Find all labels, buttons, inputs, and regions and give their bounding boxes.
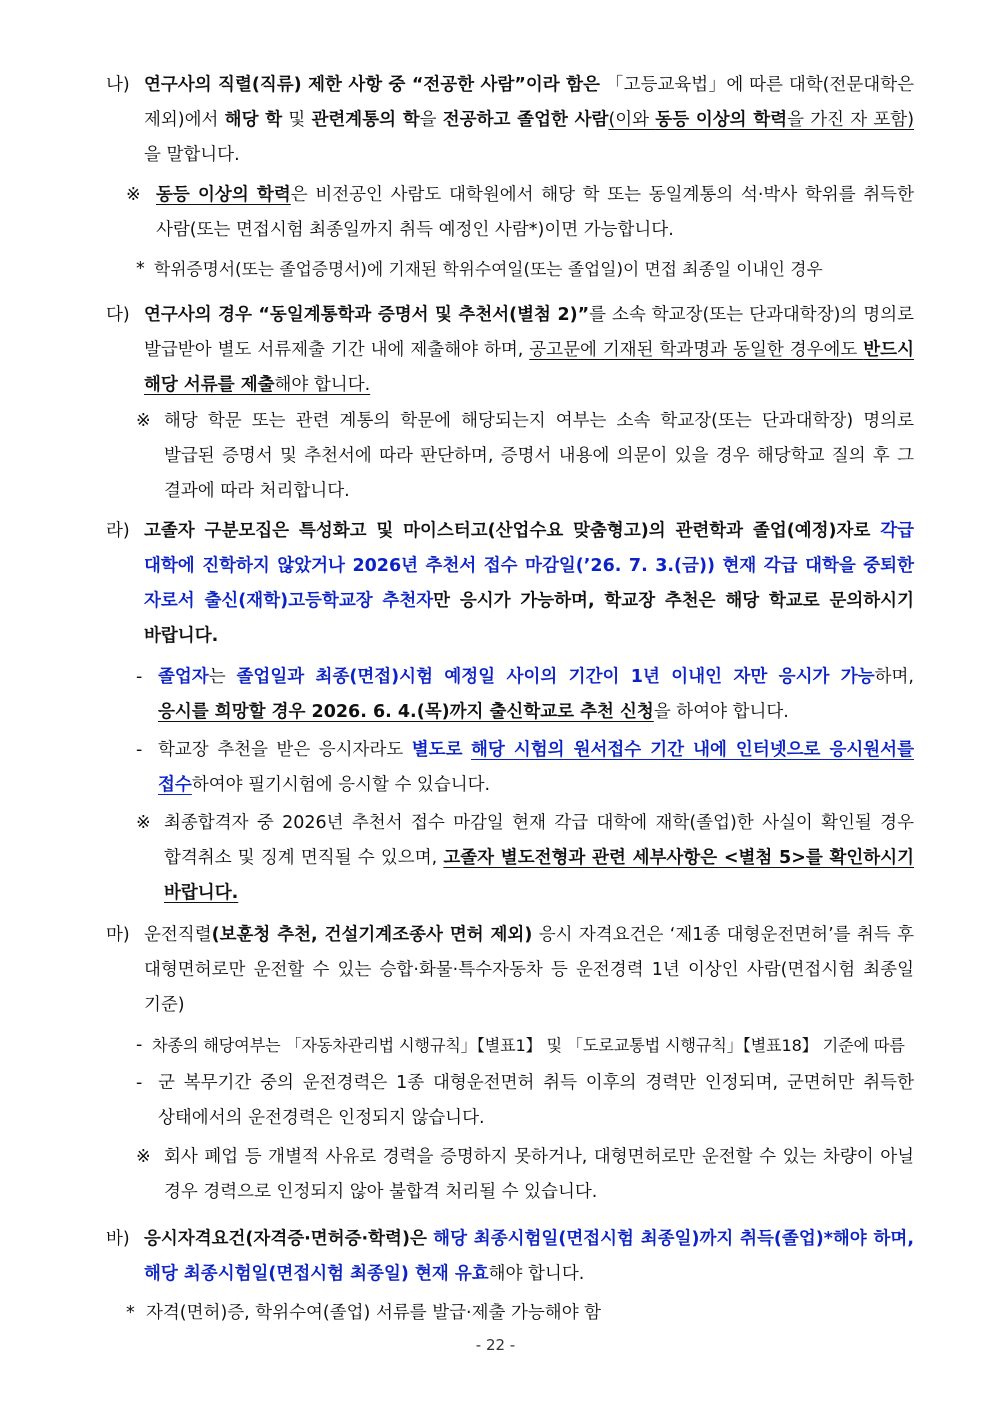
text-run: 을 bbox=[419, 110, 443, 130]
text-run: 을 가진 자 포함) bbox=[787, 110, 915, 130]
item-label: 바) bbox=[106, 1229, 130, 1249]
item-label: - bbox=[136, 740, 143, 760]
item-label: * bbox=[136, 259, 145, 279]
item-label: * bbox=[126, 1303, 135, 1323]
text-run: 응시 자격요건은 ‘제1종 대형운전면허’를 취득 후 대형면허로만 운전할 수 있는 승합·화물·특수자동차 등 운전경력 1년 이상인 사람(면접시험 최종일 기준) bbox=[144, 925, 914, 1015]
note-company-closure bbox=[164, 1140, 914, 1210]
text-run: 만 응시가 가능하며, 학교장 추천은 해당 학교로 문의하시기 바랍니다. bbox=[144, 591, 914, 646]
item-label: 라) bbox=[106, 521, 130, 541]
text-run: 공고문에 기재된 학과명과 동일한 경우에도 bbox=[529, 340, 864, 360]
text-run: 운전직렬 bbox=[144, 925, 212, 945]
text-run: 학위증명서(또는 졸업증명서)에 기재된 학위수여일(또는 졸업일)이 면접 최종일 이내인 경우 bbox=[154, 259, 823, 279]
text-run: 을 하여야 합니다. bbox=[653, 702, 789, 722]
text-run: 해당 학문 또는 관련 계통의 학문에 해당되는지 여부는 소속 학교장(또는 단과대학장) 명의로 발급된 증명서 및 추천서에 따라 판단하며, 증명서 내용에 의문이 있을 경우 해당학교 질의 후 그 결과에 따라 처리합니다. bbox=[164, 411, 914, 501]
text-run: 동등 이상의 학력 bbox=[655, 110, 788, 130]
paragraph-ma bbox=[144, 918, 914, 1023]
footnote-degree-date bbox=[154, 252, 919, 287]
text-run: 및 bbox=[282, 110, 312, 130]
text-run: 「고등교육법」에 따른 대학(전문대학은 제외)에서 bbox=[144, 75, 915, 130]
text-run: 해야 합니다. bbox=[274, 375, 371, 395]
item-label: 다) bbox=[106, 305, 130, 325]
text-run: 하며, bbox=[874, 667, 914, 687]
text-run: (이와 bbox=[608, 110, 656, 130]
footnote-documents bbox=[146, 1296, 916, 1331]
text-run: 졸업일과 최종(면접)시험 예정일 사이의 기간이 1년 이내인 자만 응시가 가능 bbox=[236, 667, 875, 687]
text-run: 연구사의 경우 “동일계통학과 증명서 및 추천서(별첨 2)” bbox=[144, 305, 590, 325]
paragraph-da bbox=[144, 298, 914, 403]
item-label: - bbox=[136, 667, 143, 687]
item-label: ※ bbox=[136, 1147, 151, 1167]
text-run: 졸업자 bbox=[158, 667, 209, 687]
item-label: ※ bbox=[136, 813, 151, 833]
text-run: 동등 이상의 학력 bbox=[156, 185, 291, 205]
text-run: 는 bbox=[208, 667, 237, 687]
bullet-graduates bbox=[158, 660, 914, 730]
bullet-military-service bbox=[158, 1066, 914, 1136]
text-run: (보훈청 추천, 건설기계조종사 면허 제외) bbox=[211, 925, 533, 945]
text-run: 반드시 해당 서류를 제출 bbox=[144, 340, 914, 395]
paragraph-na bbox=[144, 68, 914, 173]
item-label: - bbox=[136, 1073, 143, 1093]
text-run: 학교장 추천을 받은 응시자라도 bbox=[158, 740, 412, 760]
item-label: 마) bbox=[106, 925, 130, 945]
item-label: - bbox=[136, 1035, 143, 1055]
text-run: 하여야 필기시험에 응시할 수 있습니다. bbox=[191, 775, 491, 795]
text-run: 차종의 해당여부는 「자동차관리법 시행규칙」【별표1】 및 「도로교통법 시행규칙」【별표18】 기준에 따름 bbox=[152, 1036, 905, 1055]
text-run bbox=[462, 740, 471, 760]
text-run: 최종합격자 중 2026년 추천서 접수 마감일 현재 각급 대학에 재학(졸업)한 사실이 확인될 경우 합격취소 및 징계 면직될 수 있으며, bbox=[164, 813, 914, 868]
text-run: 회사 폐업 등 개별적 사유로 경력을 증명하지 못하거나, 대형면허로만 운전할 수 있는 차량이 아닐 경우 경력으로 인정되지 않아 불합격 처리될 수 있습니다. bbox=[164, 1147, 914, 1202]
text-run: 고졸자 별도전형과 관련 세부사항은 <별첨 5>를 확인하시기 바랍니다. bbox=[164, 848, 915, 903]
text-run: 해당 최종시험일(면접시험 최종일)까지 취득(졸업)*해야 하며, 해당 최종시험일(면접시험 최종일) 현재 유효 bbox=[144, 1229, 914, 1284]
text-run: 을 말합니다. bbox=[144, 145, 240, 165]
text-run: 각급 대학에 진학하지 않았거나 2026년 추천서 접수 마감일(’26. 7. 3.(금)) 현재 각급 대학을 중퇴한 자로서 출신(재학)고등학교장 추천자 bbox=[144, 521, 914, 611]
text-run: 응시자격요건(자격증·면허증·학력)은 bbox=[144, 1229, 427, 1249]
text-run: 관련계통의 학 bbox=[311, 110, 420, 130]
item-label: 나) bbox=[106, 75, 130, 95]
text-run: 해당 시험의 원서접수 기간 내에 인터넷으로 응시원서를 접수 bbox=[158, 740, 914, 795]
text-run: 고졸자 구분모집은 특성화고 및 마이스터고(산업수요 맞춤형고)의 관련학과 졸업(예정)자로 bbox=[144, 521, 881, 541]
note-equivalent-degree bbox=[156, 178, 914, 248]
text-run: 군 복무기간 중의 운전경력은 1종 대형운전면허 취득 이후의 경력만 인정되며, 군면허만 취득한 상태에서의 운전경력은 인정되지 않습니다. bbox=[158, 1073, 914, 1128]
text-run: 응시를 희망할 경우 2026. 6. 4.(목)까지 출신학교로 추천 신청 bbox=[158, 702, 654, 722]
bullet-principal-recommendation bbox=[158, 733, 914, 803]
text-run: 은 비전공인 사람도 대학원에서 해당 학 또는 동일계통의 석·박사 학위를 취득한 사람(또는 면접시험 최종일까지 취득 예정인 사람*)이면 가능합니다. bbox=[156, 185, 914, 240]
text-run: 해당 학 bbox=[224, 110, 283, 130]
page-number: - 22 - bbox=[475, 1336, 516, 1354]
note-field-judgement bbox=[164, 404, 914, 509]
text-run: 연구사의 직렬(직류) 제한 사항 중 “전공한 사람”이라 함은 bbox=[144, 75, 600, 95]
item-label: ※ bbox=[126, 185, 141, 205]
text-run: 해야 합니다. bbox=[488, 1264, 585, 1284]
note-final-passers bbox=[164, 806, 914, 911]
paragraph-ba bbox=[144, 1222, 914, 1292]
bullet-vehicle-type bbox=[152, 1028, 920, 1063]
paragraph-ra bbox=[144, 514, 914, 654]
text-run: 자격(면허)증, 학위수여(졸업) 서류를 발급·제출 가능해야 함 bbox=[146, 1303, 602, 1323]
text-run: 전공하고 졸업한 사람 bbox=[442, 110, 609, 130]
text-run: 별도로 bbox=[411, 740, 463, 760]
text-run: 를 소속 학교장(또는 단과대학장)의 명의로 발급받아 별도 서류제출 기간 내에 제출해야 하며, bbox=[144, 305, 915, 360]
item-label: ※ bbox=[136, 411, 151, 431]
